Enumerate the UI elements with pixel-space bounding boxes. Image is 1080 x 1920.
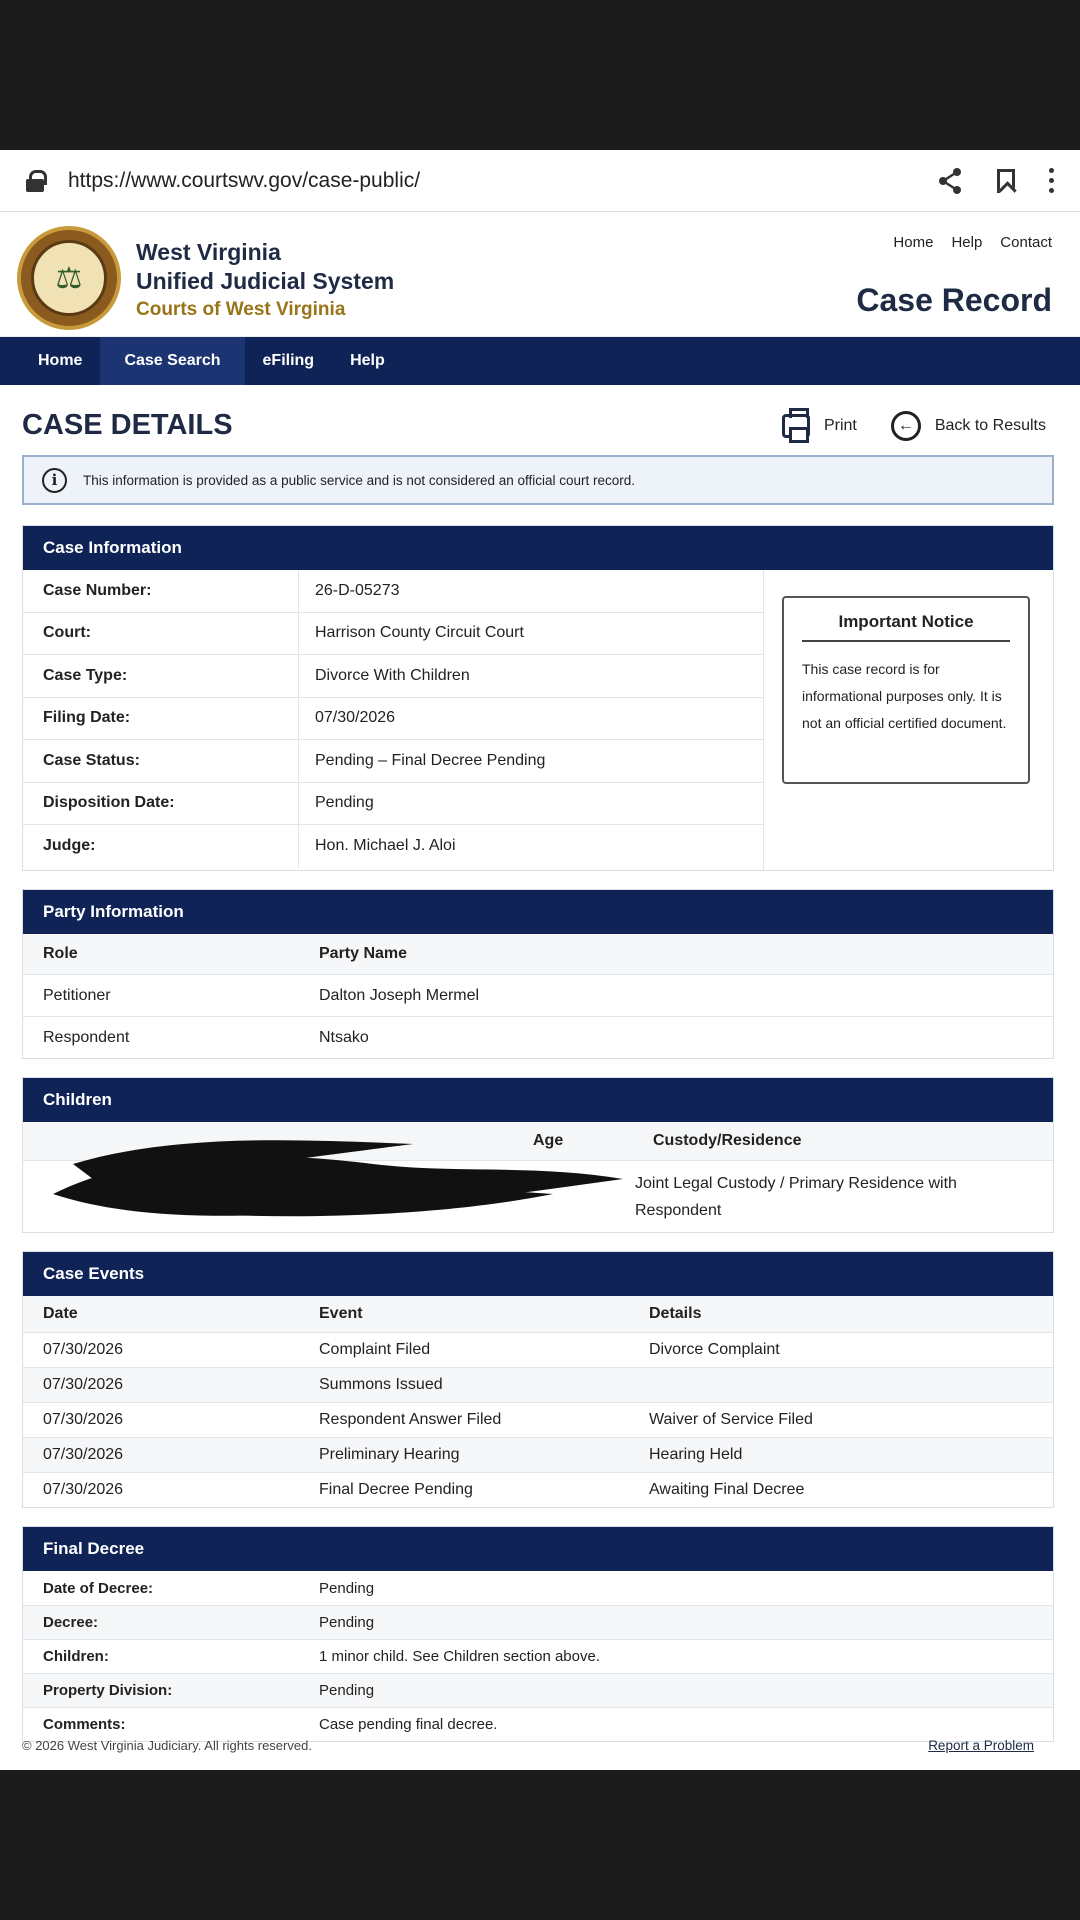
decree-value: Pending <box>319 1579 375 1597</box>
case-info-row <box>23 783 763 826</box>
printer-icon[interactable] <box>782 414 810 438</box>
case-info-row <box>23 740 763 783</box>
col-date-header: Date <box>43 1305 78 1322</box>
case-info-label: Judge: <box>23 825 299 868</box>
event-details: Hearing Held <box>649 1446 743 1463</box>
top-link-help[interactable]: Help <box>951 234 983 251</box>
table-row <box>23 1437 1053 1472</box>
decree-value: Case pending final decree. <box>319 1716 498 1733</box>
event-date: 07/30/2026 <box>43 1481 124 1498</box>
address-bar[interactable] <box>0 150 1080 212</box>
event-name: Respondent Answer Filed <box>319 1411 502 1428</box>
col-details-header: Details <box>649 1305 702 1322</box>
decree-value: Pending <box>319 1682 375 1699</box>
lock-icon <box>26 170 44 192</box>
notice-title: Important Notice <box>802 612 1010 642</box>
table-row <box>23 1332 1053 1367</box>
event-details: Divorce Complaint <box>649 1341 780 1358</box>
event-date: 07/30/2026 <box>43 1446 124 1463</box>
col-age-header: Age <box>533 1132 564 1149</box>
event-details: Awaiting Final Decree <box>649 1481 805 1498</box>
print-button[interactable]: Print <box>823 417 857 434</box>
table-row <box>23 1571 1053 1605</box>
nav-case-search[interactable]: Case Search <box>100 337 244 385</box>
case-info-label: Case Number: <box>23 570 299 612</box>
col-party-name-header: Party Name <box>319 945 408 962</box>
brand-line-3: Courts of West Virginia <box>136 299 346 320</box>
case-info-row <box>23 825 763 868</box>
col-role-header: Role <box>43 945 78 962</box>
section-heading: Case Events <box>23 1252 1053 1296</box>
top-link-home[interactable]: Home <box>893 234 934 251</box>
party-role: Petitioner <box>43 986 111 1004</box>
event-details: Waiver of Service Filed <box>649 1411 813 1428</box>
event-name: Preliminary Hearing <box>319 1446 460 1463</box>
browser-screen <box>0 150 1080 1770</box>
table-row <box>23 1673 1053 1707</box>
case-info-label: Filing Date: <box>23 698 299 740</box>
party-name: Ntsako <box>319 1028 369 1046</box>
table-row <box>23 1016 1053 1058</box>
case-events-section <box>22 1251 1054 1508</box>
redaction-scribble <box>33 1124 633 1224</box>
section-heading: Final Decree <box>23 1527 1053 1571</box>
table-row <box>23 1605 1053 1639</box>
decree-label: Comments: <box>43 1716 126 1733</box>
table-row <box>23 1367 1053 1402</box>
party-information-section <box>22 889 1054 1059</box>
decree-label: Decree: <box>43 1614 99 1631</box>
case-information-section <box>22 525 1054 871</box>
party-name: Dalton Joseph Mermel <box>319 986 480 1004</box>
final-decree-section <box>22 1526 1054 1742</box>
notice-text: This case record is for informational purposes only. It is not an official certified document. <box>802 661 1007 731</box>
bookmark-icon[interactable] <box>997 169 1015 193</box>
back-arrow-icon[interactable]: ← <box>891 411 921 441</box>
event-date: 07/30/2026 <box>43 1341 124 1358</box>
event-date: 07/30/2026 <box>43 1376 124 1393</box>
event-name: Final Decree Pending <box>319 1481 473 1498</box>
footer-copyright: © 2026 West Virginia Judiciary. All rights reserved. <box>22 1738 312 1753</box>
decree-label: Children: <box>43 1648 109 1665</box>
table-row <box>23 1472 1053 1507</box>
case-info-row <box>23 655 763 698</box>
report-problem-link[interactable]: Report a Problem <box>928 1738 1034 1753</box>
col-event-header: Event <box>319 1305 363 1322</box>
top-link-contact[interactable]: Contact <box>1000 234 1052 251</box>
custody-value: Joint Legal Custody / Primary Residence with Respondent <box>635 1174 957 1219</box>
page-title: CASE DETAILS <box>22 409 233 441</box>
case-info-label: Case Type: <box>23 655 299 697</box>
decree-value: 1 minor child. See Children section above. <box>319 1648 600 1665</box>
event-name: Complaint Filed <box>319 1341 431 1358</box>
table-row <box>23 1402 1053 1437</box>
share-icon[interactable] <box>937 167 963 195</box>
brand[interactable] <box>136 238 394 324</box>
section-heading: Children <box>23 1078 1053 1122</box>
table-row <box>23 974 1053 1016</box>
table-row <box>23 1707 1053 1741</box>
case-info-label: Disposition Date: <box>23 783 299 825</box>
event-date: 07/30/2026 <box>43 1411 124 1428</box>
children-section <box>22 1077 1054 1233</box>
info-icon: i <box>42 468 67 493</box>
site-header <box>0 212 1080 337</box>
info-banner-text: This information is provided as a public service and is not considered an official court record. <box>83 472 636 488</box>
case-info-value: Pending – Final Decree Pending <box>315 751 546 769</box>
more-menu-icon[interactable] <box>1049 168 1054 193</box>
back-to-results-link[interactable]: Back to Results <box>934 417 1046 434</box>
case-info-value: 26-D-05273 <box>315 581 400 599</box>
brand-line-1: West Virginia <box>136 239 281 265</box>
url-text[interactable]: https://www.courtswv.gov/case-public/ <box>68 168 421 192</box>
top-dark-band <box>0 0 1080 150</box>
top-links <box>893 234 1052 251</box>
table-row <box>23 1639 1053 1673</box>
case-info-label: Court: <box>23 613 299 655</box>
nav-home[interactable]: Home <box>38 352 83 369</box>
table-header-row <box>23 1296 1053 1332</box>
state-seal-logo: ⚖ <box>17 226 121 330</box>
nav-help[interactable]: Help <box>350 352 385 369</box>
case-info-row <box>23 570 763 613</box>
case-info-value: Divorce With Children <box>315 666 470 684</box>
info-banner <box>22 455 1054 505</box>
title-row <box>0 385 1080 455</box>
case-info-row <box>23 613 763 656</box>
case-info-table <box>23 570 763 868</box>
nav-efiling[interactable]: eFiling <box>262 352 315 369</box>
case-info-value: Pending <box>315 794 374 812</box>
decree-value: Pending <box>319 1614 375 1631</box>
main-nav <box>0 337 1080 385</box>
brand-line-2: Unified Judicial System <box>136 268 395 294</box>
event-name: Summons Issued <box>319 1376 443 1393</box>
table-header-row <box>23 934 1053 974</box>
party-role: Respondent <box>43 1028 130 1046</box>
page-label: Case Record <box>856 282 1052 318</box>
case-info-label: Case Status: <box>23 740 299 782</box>
important-notice-box <box>782 596 1030 784</box>
case-info-value: Harrison County Circuit Court <box>315 624 524 642</box>
decree-label: Date of Decree: <box>43 1579 154 1597</box>
section-heading: Party Information <box>23 890 1053 934</box>
case-info-value: 07/30/2026 <box>315 709 396 727</box>
col-custody-header: Custody/Residence <box>653 1132 802 1149</box>
case-info-row <box>23 698 763 741</box>
bottom-dark-band <box>0 1770 1080 1920</box>
case-info-value: Hon. Michael J. Aloi <box>315 837 456 855</box>
decree-label: Property Division: <box>43 1682 173 1699</box>
section-heading: Case Information <box>23 526 1053 570</box>
